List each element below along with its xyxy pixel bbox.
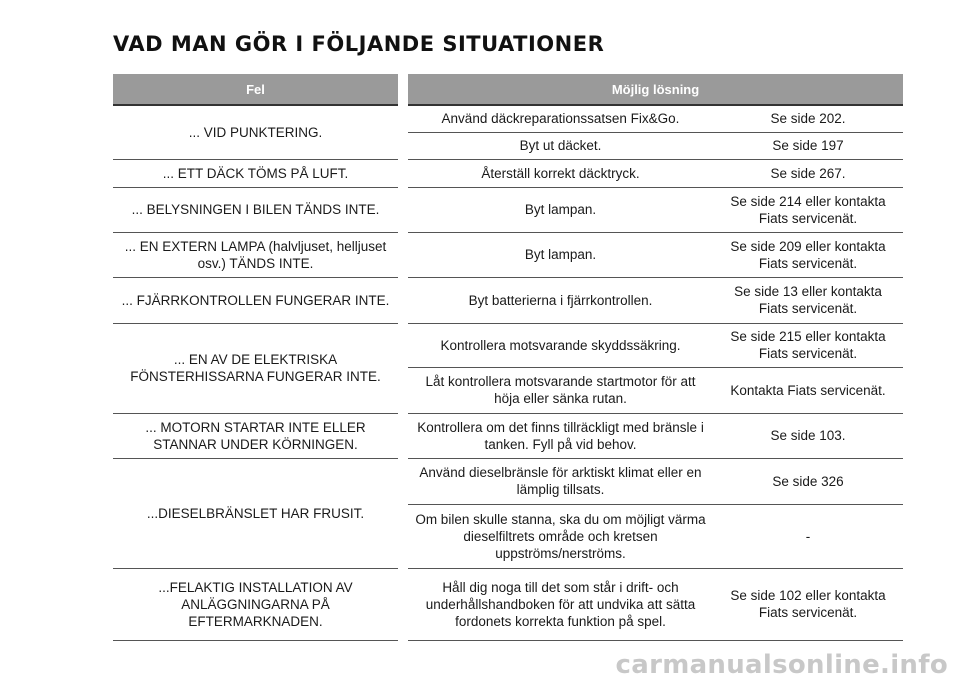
reference-cell: Se side 209 eller kontakta Fiats servicenät.: [713, 232, 903, 277]
page-title: VAD MAN GÖR I FÖLJANDE SITUATIONER: [113, 32, 605, 56]
reference-cell: Se side 202.: [713, 105, 903, 132]
problem-cell: ...DIESELBRÄNSLET HAR FRUSIT.: [113, 458, 403, 568]
reference-cell: Se side 103.: [713, 413, 903, 458]
table-row: [113, 187, 903, 232]
action-cell: Använd dieselbränsle för arktiskt klimat eller en lämplig tillsats.: [403, 458, 713, 504]
table-row: [113, 568, 903, 640]
problem-cell: ... FJÄRRKONTROLLEN FUNGERAR INTE.: [113, 277, 403, 323]
action-cell: Byt batterierna i fjärrkontrollen.: [403, 277, 713, 323]
reference-cell: Se side 197: [713, 132, 903, 159]
table-row: [113, 105, 903, 132]
action-cell: Om bilen skulle stanna, ska du om möjligt värma dieselfiltrets område och kretsen uppströms/nerströms.: [403, 504, 713, 568]
action-cell: Håll dig noga till det som står i drift- och underhållshandboken för att undvika att sätta fordonets korrekta funktion på spel.: [403, 568, 713, 640]
action-cell: Låt kontrollera motsvarande startmotor för att höja eller sänka rutan.: [403, 367, 713, 413]
reference-cell: Se side 13 eller kontakta Fiats servicenät.: [713, 277, 903, 323]
action-cell: Använd däckreparationssatsen Fix&Go.: [403, 105, 713, 132]
reference-cell: Kontakta Fiats servicenät.: [713, 367, 903, 413]
header-solution: Möjlig lösning: [403, 74, 903, 105]
reference-cell: Se side 267.: [713, 159, 903, 187]
problem-cell: ...FELAKTIG INSTALLATION AV ANLÄGGNINGARNA PÅ EFTERMARKNADEN.: [113, 568, 403, 640]
table-row: [113, 413, 903, 458]
action-cell: Kontrollera motsvarande skyddssäkring.: [403, 323, 713, 367]
table-row: [113, 458, 903, 504]
reference-cell: Se side 102 eller kontakta Fiats servicenät.: [713, 568, 903, 640]
action-cell: Byt ut däcket.: [403, 132, 713, 159]
reference-cell: -: [713, 504, 903, 568]
problem-cell: ... BELYSNINGEN I BILEN TÄNDS INTE.: [113, 187, 403, 232]
table-row: [113, 277, 903, 323]
table-row: [113, 323, 903, 367]
action-cell: Kontrollera om det finns tillräckligt med bränsle i tanken. Fyll på vid behov.: [403, 413, 713, 458]
action-cell: Återställ korrekt däcktryck.: [403, 159, 713, 187]
problem-cell: ... ETT DÄCK TÖMS PÅ LUFT.: [113, 159, 403, 187]
watermark: carmanualsonline.info: [615, 650, 948, 680]
problem-cell: ... EN AV DE ELEKTRISKA FÖNSTERHISSARNA FUNGERAR INTE.: [113, 323, 403, 413]
action-cell: Byt lampan.: [403, 232, 713, 277]
table-row: [113, 232, 903, 277]
reference-cell: Se side 326: [713, 458, 903, 504]
problem-cell: ... EN EXTERN LAMPA (halvljuset, helljuset osv.) TÄNDS INTE.: [113, 232, 403, 277]
problem-cell: ... MOTORN STARTAR INTE ELLER STANNAR UNDER KÖRNINGEN.: [113, 413, 403, 458]
troubleshooting-table: [113, 74, 903, 641]
header-problem: Fel: [113, 74, 403, 105]
table-header-row: [113, 74, 903, 105]
reference-cell: Se side 214 eller kontakta Fiats servicenät.: [713, 187, 903, 232]
problem-cell: ... VID PUNKTERING.: [113, 105, 403, 159]
reference-cell: Se side 215 eller kontakta Fiats servicenät.: [713, 323, 903, 367]
table-row: [113, 159, 903, 187]
action-cell: Byt lampan.: [403, 187, 713, 232]
